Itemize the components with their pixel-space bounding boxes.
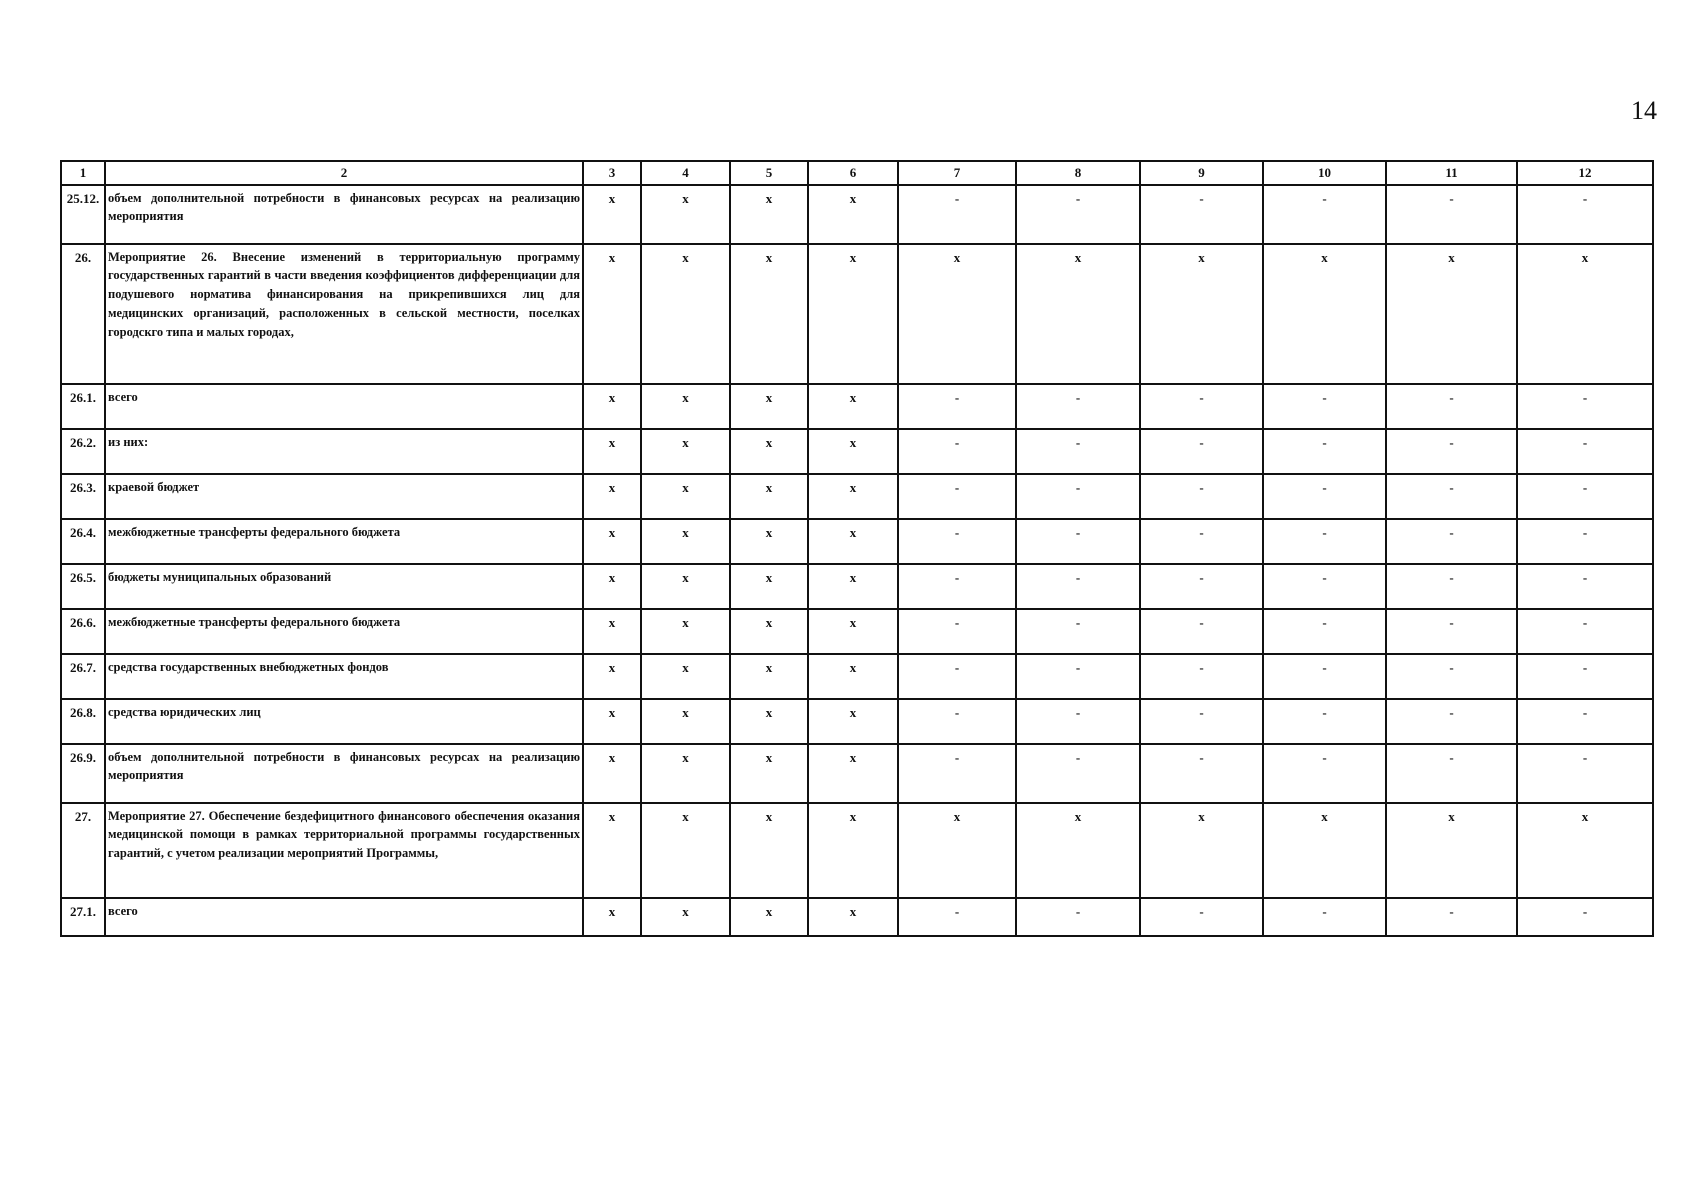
row-mark: x [641, 429, 730, 474]
row-mark: x [1517, 244, 1653, 384]
row-mark: - [1016, 564, 1140, 609]
row-description: всего [105, 384, 583, 429]
row-mark: - [1263, 429, 1386, 474]
row-mark: x [730, 429, 808, 474]
row-mark: x [1386, 244, 1517, 384]
row-number: 27.1. [61, 898, 105, 936]
row-mark: x [730, 609, 808, 654]
table-row [61, 429, 1653, 474]
row-mark: x [808, 699, 898, 744]
header-cell: 6 [808, 161, 898, 185]
header-cell: 4 [641, 161, 730, 185]
row-mark: - [898, 429, 1016, 474]
row-number: 27. [61, 803, 105, 898]
row-mark: x [1263, 244, 1386, 384]
table-row [61, 519, 1653, 564]
row-description: средства государственных внебюджетных фондов [105, 654, 583, 699]
row-mark: x [641, 609, 730, 654]
row-mark: - [1016, 744, 1140, 803]
header-cell: 11 [1386, 161, 1517, 185]
header-cell: 7 [898, 161, 1016, 185]
row-mark: - [1386, 609, 1517, 654]
row-mark: x [730, 384, 808, 429]
header-row [61, 161, 1653, 185]
row-mark: - [898, 519, 1016, 564]
row-mark: - [1140, 185, 1263, 244]
row-number: 26.8. [61, 699, 105, 744]
row-mark: - [1263, 898, 1386, 936]
row-description: из них: [105, 429, 583, 474]
row-mark: - [1386, 384, 1517, 429]
row-mark: - [1140, 564, 1263, 609]
table-row [61, 609, 1653, 654]
row-mark: x [898, 803, 1016, 898]
row-mark: - [1263, 519, 1386, 564]
row-mark: - [1386, 744, 1517, 803]
header-cell: 9 [1140, 161, 1263, 185]
row-mark: - [1517, 384, 1653, 429]
row-mark: x [641, 744, 730, 803]
header-cell: 10 [1263, 161, 1386, 185]
row-mark: - [1386, 564, 1517, 609]
row-mark: x [808, 803, 898, 898]
row-mark: - [1016, 384, 1140, 429]
row-mark: x [641, 803, 730, 898]
row-mark: x [641, 564, 730, 609]
row-mark: - [898, 384, 1016, 429]
row-mark: - [1263, 474, 1386, 519]
row-mark: - [1140, 699, 1263, 744]
row-mark: x [1016, 244, 1140, 384]
row-mark: x [641, 474, 730, 519]
row-number: 26.7. [61, 654, 105, 699]
row-mark: x [808, 519, 898, 564]
row-mark: - [898, 744, 1016, 803]
header-cell: 3 [583, 161, 641, 185]
header-cell: 8 [1016, 161, 1140, 185]
row-mark: x [641, 384, 730, 429]
row-mark: - [1517, 699, 1653, 744]
row-mark: x [583, 744, 641, 803]
row-mark: x [583, 564, 641, 609]
row-description: объем дополнительной потребности в финансовых ресурсах на реализацию мероприятия [105, 185, 583, 244]
row-mark: x [1263, 803, 1386, 898]
row-mark: x [808, 654, 898, 699]
row-mark: - [1517, 185, 1653, 244]
table-row [61, 564, 1653, 609]
row-mark: - [1386, 898, 1517, 936]
row-mark: - [1263, 744, 1386, 803]
row-description: бюджеты муниципальных образований [105, 564, 583, 609]
row-description: межбюджетные трансферты федерального бюджета [105, 519, 583, 564]
row-description: межбюджетные трансферты федерального бюджета [105, 609, 583, 654]
row-mark: x [808, 429, 898, 474]
row-mark: - [1263, 609, 1386, 654]
row-description: средства юридических лиц [105, 699, 583, 744]
row-mark: x [583, 803, 641, 898]
table-row [61, 699, 1653, 744]
row-mark: - [1386, 654, 1517, 699]
row-mark: - [1386, 699, 1517, 744]
row-mark: - [1517, 429, 1653, 474]
row-mark: x [641, 244, 730, 384]
row-mark: x [730, 564, 808, 609]
row-mark: x [808, 244, 898, 384]
table-row [61, 654, 1653, 699]
header-cell: 1 [61, 161, 105, 185]
row-mark: - [1386, 185, 1517, 244]
row-mark: - [1517, 744, 1653, 803]
row-mark: x [583, 519, 641, 564]
header-cell: 12 [1517, 161, 1653, 185]
row-mark: - [1263, 699, 1386, 744]
header-cell: 5 [730, 161, 808, 185]
row-mark: - [898, 898, 1016, 936]
row-mark: x [730, 185, 808, 244]
row-number: 26.3. [61, 474, 105, 519]
row-number: 26.6. [61, 609, 105, 654]
row-mark: x [808, 384, 898, 429]
budget-table [60, 160, 1654, 937]
row-mark: - [1016, 898, 1140, 936]
row-mark: - [1263, 564, 1386, 609]
row-mark: x [1386, 803, 1517, 898]
row-mark: x [730, 519, 808, 564]
row-mark: x [730, 898, 808, 936]
row-mark: x [583, 898, 641, 936]
row-mark: - [1263, 384, 1386, 429]
row-mark: - [1140, 898, 1263, 936]
row-mark: - [1263, 654, 1386, 699]
row-number: 25.12. [61, 185, 105, 244]
row-mark: x [641, 654, 730, 699]
table-row [61, 803, 1653, 898]
row-number: 26.4. [61, 519, 105, 564]
row-mark: x [583, 699, 641, 744]
row-mark: - [1140, 384, 1263, 429]
row-mark: - [1517, 898, 1653, 936]
table-row [61, 185, 1653, 244]
row-mark: x [808, 744, 898, 803]
row-mark: - [1263, 185, 1386, 244]
row-mark: - [1517, 474, 1653, 519]
table-row [61, 244, 1653, 384]
row-mark: - [1517, 519, 1653, 564]
row-mark: x [808, 609, 898, 654]
row-mark: x [808, 185, 898, 244]
row-mark: - [1140, 519, 1263, 564]
row-mark: x [730, 654, 808, 699]
row-mark: - [1386, 474, 1517, 519]
row-mark: x [808, 898, 898, 936]
row-mark: x [730, 474, 808, 519]
row-mark: - [1016, 654, 1140, 699]
row-mark: - [1140, 744, 1263, 803]
table-body [61, 185, 1653, 936]
row-mark: x [808, 564, 898, 609]
table-row [61, 744, 1653, 803]
row-mark: - [1140, 654, 1263, 699]
row-mark: - [1140, 609, 1263, 654]
page-number: 14 [1631, 96, 1657, 125]
row-description: объем дополнительной потребности в финансовых ресурсах на реализацию мероприятия [105, 744, 583, 803]
row-mark: x [641, 898, 730, 936]
row-mark: - [1386, 429, 1517, 474]
row-mark: x [583, 654, 641, 699]
row-mark: x [641, 185, 730, 244]
row-mark: - [898, 474, 1016, 519]
row-mark: - [1016, 609, 1140, 654]
row-mark: x [583, 429, 641, 474]
table-row [61, 474, 1653, 519]
row-mark: - [1517, 654, 1653, 699]
row-mark: - [1140, 474, 1263, 519]
row-mark: x [641, 519, 730, 564]
row-mark: x [1140, 244, 1263, 384]
row-mark: - [898, 609, 1016, 654]
table-row [61, 898, 1653, 936]
row-mark: x [583, 609, 641, 654]
row-mark: x [1140, 803, 1263, 898]
row-mark: - [1140, 429, 1263, 474]
row-mark: - [1517, 609, 1653, 654]
row-mark: x [583, 384, 641, 429]
row-mark: - [1517, 564, 1653, 609]
row-mark: x [583, 244, 641, 384]
row-mark: - [898, 654, 1016, 699]
row-mark: x [808, 474, 898, 519]
row-mark: - [898, 699, 1016, 744]
row-number: 26.1. [61, 384, 105, 429]
row-mark: - [1016, 519, 1140, 564]
row-mark: x [730, 244, 808, 384]
row-mark: - [898, 185, 1016, 244]
row-description: Мероприятие 27. Обеспечение бездефицитного финансового обеспечения оказания медицинской помощи в рамках территориальной программы государственных гарантий, с учетом реализации мероприятий Программы, [105, 803, 583, 898]
row-description: краевой бюджет [105, 474, 583, 519]
row-mark: x [1517, 803, 1653, 898]
row-number: 26. [61, 244, 105, 384]
row-mark: - [1016, 699, 1140, 744]
header-cell: 2 [105, 161, 583, 185]
row-mark: x [730, 803, 808, 898]
row-number: 26.5. [61, 564, 105, 609]
row-mark: - [1016, 474, 1140, 519]
row-mark: - [1016, 429, 1140, 474]
row-mark: x [1016, 803, 1140, 898]
row-mark: - [898, 564, 1016, 609]
row-description: всего [105, 898, 583, 936]
row-mark: - [1386, 519, 1517, 564]
row-description: Мероприятие 26. Внесение изменений в территориальную программу государственных гарантий в части введения коэффициентов дифференциации для подушевого норматива финансирования на прикрепившихся лиц для медицинских организаций, расположенных в сельской местности, поселках городскго типа и малых городах, [105, 244, 583, 384]
row-mark: x [730, 699, 808, 744]
row-number: 26.9. [61, 744, 105, 803]
row-mark: x [641, 699, 730, 744]
table-row [61, 384, 1653, 429]
row-mark: x [730, 744, 808, 803]
row-number: 26.2. [61, 429, 105, 474]
row-mark: - [1016, 185, 1140, 244]
row-mark: x [583, 474, 641, 519]
row-mark: x [898, 244, 1016, 384]
row-mark: x [583, 185, 641, 244]
